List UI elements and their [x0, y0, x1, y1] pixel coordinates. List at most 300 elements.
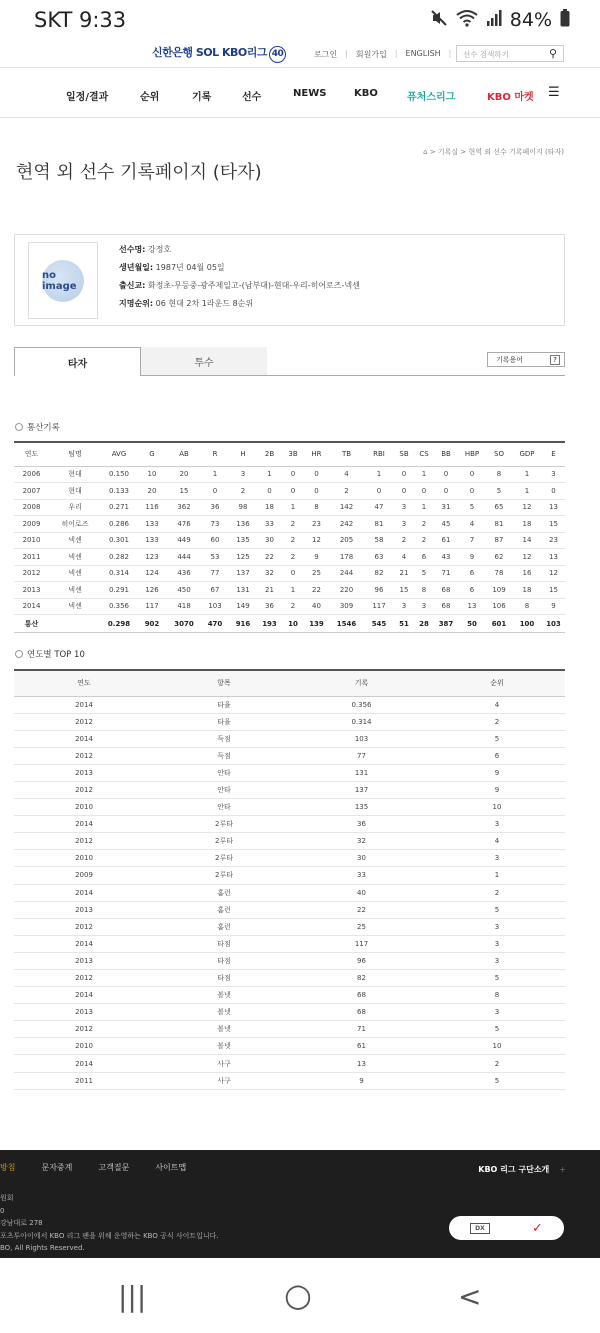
- bullet-icon: [15, 423, 23, 431]
- career-body: [14, 466, 565, 615]
- table-cell: 20: [167, 466, 201, 483]
- table-cell: 13: [542, 499, 565, 516]
- total-cell: [49, 615, 101, 633]
- table-cell: 2009: [14, 867, 154, 884]
- table-cell: 2013: [14, 764, 154, 781]
- table-cell: 볼넷: [154, 1021, 294, 1038]
- table-cell: 13: [542, 549, 565, 566]
- table-cell: 2010: [14, 532, 49, 549]
- kbo-logo[interactable]: [152, 44, 286, 63]
- table-cell: 116: [137, 499, 167, 516]
- table-cell: 0: [304, 483, 329, 500]
- column-header: 3B: [282, 442, 304, 466]
- table-row: [14, 935, 565, 952]
- table-cell: 2: [429, 884, 565, 901]
- table-cell: 10: [137, 466, 167, 483]
- table-cell: 2010: [14, 850, 154, 867]
- wifi-icon: [456, 9, 478, 32]
- table-cell: 362: [167, 499, 201, 516]
- table-cell: 40: [304, 598, 329, 615]
- footer-faq-link[interactable]: 고객질문: [98, 1163, 130, 1172]
- table-cell: 476: [167, 516, 201, 533]
- page-title: 현역 외 선수 기록페이지 (타자): [16, 162, 262, 183]
- question-icon: ?: [550, 355, 560, 365]
- table-cell: 2014: [14, 598, 49, 615]
- glossary-button[interactable]: [487, 352, 565, 367]
- total-cell: 902: [137, 615, 167, 633]
- column-header: R: [201, 442, 229, 466]
- table-cell: 2008: [14, 499, 49, 516]
- table-cell: 126: [137, 582, 167, 599]
- table-cell: 6: [458, 565, 486, 582]
- table-cell: 3: [429, 816, 565, 833]
- top10-table: [14, 669, 565, 1090]
- table-cell: 8: [512, 598, 542, 615]
- separator: |: [448, 49, 452, 58]
- back-icon[interactable]: <: [458, 1280, 482, 1313]
- battery-icon: [560, 9, 570, 32]
- table-cell: 3: [414, 598, 434, 615]
- column-header: GDP: [512, 442, 542, 466]
- tab-pitcher[interactable]: 투수: [141, 347, 267, 376]
- total-cell: 916: [229, 615, 257, 633]
- nav-standings[interactable]: 순위: [140, 92, 160, 103]
- table-cell: 418: [167, 598, 201, 615]
- breadcrumb: ⌂ > 기록실 > 현역 외 선수 기록페이지 (타자): [423, 148, 564, 156]
- table-cell: 넥센: [49, 582, 101, 599]
- table-cell: 2014: [14, 696, 154, 713]
- table-cell: 106: [486, 598, 512, 615]
- table-cell: 78: [486, 565, 512, 582]
- table-cell: 5: [429, 730, 565, 747]
- tab-underline: [267, 375, 565, 376]
- table-cell: 45: [434, 516, 458, 533]
- table-cell: 2: [394, 532, 414, 549]
- table-cell: 0: [434, 466, 458, 483]
- table-cell: 12: [542, 565, 565, 582]
- table-cell: 8: [414, 582, 434, 599]
- table-cell: 133: [137, 532, 167, 549]
- birth-label: 생년월일:: [119, 263, 154, 272]
- table-cell: 21: [394, 565, 414, 582]
- footer-line: 원회: [0, 1194, 14, 1202]
- certification-badges: [449, 1216, 564, 1240]
- table-cell: 30: [294, 850, 429, 867]
- table-cell: 444: [167, 549, 201, 566]
- table-cell: 23: [304, 516, 329, 533]
- table-cell: 1: [257, 466, 282, 483]
- table-cell: 사구: [154, 1072, 294, 1089]
- table-cell: 63: [364, 549, 394, 566]
- table-cell: 136: [229, 516, 257, 533]
- table-cell: 1: [282, 499, 304, 516]
- table-cell: 안타: [154, 781, 294, 798]
- table-row: [14, 747, 565, 764]
- table-row: [14, 466, 565, 483]
- table-cell: 9: [542, 598, 565, 615]
- table-cell: 20: [137, 483, 167, 500]
- column-header: 기록: [294, 670, 429, 696]
- table-cell: 0.314: [294, 713, 429, 730]
- table-cell: 137: [229, 565, 257, 582]
- status-icons: [430, 9, 570, 32]
- table-cell: 25: [294, 918, 429, 935]
- table-cell: 홈런: [154, 918, 294, 935]
- table-cell: 3: [429, 918, 565, 935]
- table-cell: 1: [201, 466, 229, 483]
- mute-icon: [430, 9, 448, 32]
- table-cell: 32: [257, 565, 282, 582]
- table-cell: 65: [486, 499, 512, 516]
- recent-apps-icon[interactable]: |||: [118, 1280, 147, 1313]
- table-cell: 홈런: [154, 884, 294, 901]
- footer-links: [0, 1162, 186, 1173]
- career-table: [14, 441, 565, 633]
- table-cell: 3: [429, 1004, 565, 1021]
- table-cell: 9: [429, 764, 565, 781]
- table-cell: 2014: [14, 987, 154, 1004]
- table-cell: 사구: [154, 1055, 294, 1072]
- table-cell: 25: [304, 565, 329, 582]
- table-cell: 220: [329, 582, 364, 599]
- logo-text: 신한은행 SOL KBO리그: [152, 46, 267, 59]
- total-cell: 139: [304, 615, 329, 633]
- table-cell: 30: [257, 532, 282, 549]
- table-cell: 135: [229, 532, 257, 549]
- table-cell: 볼넷: [154, 987, 294, 1004]
- table-cell: 18: [512, 516, 542, 533]
- table-cell: 103: [201, 598, 229, 615]
- table-cell: 4: [394, 549, 414, 566]
- signup-link[interactable]: 회원가입: [355, 50, 387, 59]
- table-row: [14, 1055, 565, 1072]
- table-cell: 0.271: [101, 499, 137, 516]
- total-cell: 통산: [14, 615, 49, 633]
- table-cell: 2014: [14, 935, 154, 952]
- table-cell: 2010: [14, 1038, 154, 1055]
- table-cell: 안타: [154, 764, 294, 781]
- table-cell: 125: [229, 549, 257, 566]
- dx-badge-icon: DX: [470, 1223, 490, 1234]
- table-cell: 3: [542, 466, 565, 483]
- nav-players[interactable]: 선수: [242, 92, 262, 103]
- top10-header-row: [14, 670, 565, 696]
- nav-schedule[interactable]: 일정/결과: [66, 92, 109, 103]
- table-cell: 10: [429, 799, 565, 816]
- bullet-icon: [15, 650, 23, 658]
- table-cell: 61: [434, 532, 458, 549]
- table-cell: 5: [429, 1072, 565, 1089]
- table-cell: 135: [294, 799, 429, 816]
- table-cell: 77: [201, 565, 229, 582]
- table-cell: 0.282: [101, 549, 137, 566]
- menu-icon[interactable]: ☰: [548, 85, 560, 100]
- table-cell: 2013: [14, 952, 154, 969]
- table-cell: 2009: [14, 516, 49, 533]
- table-cell: 81: [486, 516, 512, 533]
- table-cell: 2010: [14, 799, 154, 816]
- player-school-row: [119, 277, 360, 295]
- footer-sms-link[interactable]: 문자중계: [41, 1163, 73, 1172]
- table-cell: 0.356: [101, 598, 137, 615]
- table-cell: 4: [458, 516, 486, 533]
- carrier-time: [34, 8, 126, 32]
- column-header: TB: [329, 442, 364, 466]
- table-cell: 0: [414, 483, 434, 500]
- table-cell: 2011: [14, 1072, 154, 1089]
- table-cell: 117: [364, 598, 394, 615]
- table-cell: 1: [282, 582, 304, 599]
- table-cell: 62: [486, 549, 512, 566]
- login-link[interactable]: 로그인: [314, 50, 338, 59]
- table-cell: 3: [229, 466, 257, 483]
- table-cell: 123: [137, 549, 167, 566]
- table-cell: 7: [458, 532, 486, 549]
- table-cell: 1: [512, 466, 542, 483]
- search-icon[interactable]: ⚲: [548, 47, 557, 60]
- table-cell: 득점: [154, 730, 294, 747]
- home-icon[interactable]: ○: [284, 1276, 312, 1314]
- android-navbar: [0, 1258, 600, 1333]
- club-intro-label: KBO 리그 구단소개: [478, 1165, 550, 1174]
- table-cell: 5: [429, 1021, 565, 1038]
- table-row: [14, 696, 565, 713]
- nav-market[interactable]: KBO 마켓: [487, 92, 534, 103]
- table-cell: 53: [201, 549, 229, 566]
- player-birth-row: [119, 259, 360, 277]
- table-cell: 볼넷: [154, 1004, 294, 1021]
- table-cell: 0: [201, 483, 229, 500]
- table-cell: 0.291: [101, 582, 137, 599]
- table-cell: 124: [137, 565, 167, 582]
- top-utility-bar: [0, 40, 600, 68]
- table-cell: 2012: [14, 970, 154, 987]
- table-cell: 98: [229, 499, 257, 516]
- table-cell: 12: [304, 532, 329, 549]
- table-cell: 2012: [14, 833, 154, 850]
- table-cell: 96: [294, 952, 429, 969]
- column-header: 2B: [257, 442, 282, 466]
- nav-kbo[interactable]: KBO: [354, 88, 378, 99]
- total-cell: 387: [434, 615, 458, 633]
- club-intro-link[interactable]: [478, 1164, 566, 1175]
- table-cell: 309: [329, 598, 364, 615]
- table-cell: 9: [294, 1072, 429, 1089]
- table-cell: 15: [542, 582, 565, 599]
- table-cell: 넥센: [49, 598, 101, 615]
- total-cell: 1546: [329, 615, 364, 633]
- table-cell: 안타: [154, 799, 294, 816]
- table-cell: 0: [394, 466, 414, 483]
- table-cell: 18: [512, 582, 542, 599]
- table-row: [14, 850, 565, 867]
- table-cell: 0: [434, 483, 458, 500]
- table-cell: 31: [434, 499, 458, 516]
- table-row: [14, 598, 565, 615]
- player-draft: 06 현대 2차 1라운드 8순위: [155, 299, 254, 308]
- name-label: 선수명:: [119, 245, 146, 254]
- table-cell: 71: [294, 1021, 429, 1038]
- total-cell: 100: [512, 615, 542, 633]
- table-cell: 22: [304, 582, 329, 599]
- column-header: HR: [304, 442, 329, 466]
- footer-sitemap-link[interactable]: 사이트맵: [155, 1163, 187, 1172]
- table-cell: 61: [294, 1038, 429, 1055]
- table-cell: 15: [394, 582, 414, 599]
- table-cell: 60: [201, 532, 229, 549]
- table-cell: 2: [282, 549, 304, 566]
- table-cell: 타점: [154, 935, 294, 952]
- table-cell: 68: [294, 987, 429, 1004]
- main-nav: [0, 68, 600, 118]
- column-header: 순위: [429, 670, 565, 696]
- player-name: 강정호: [147, 245, 172, 254]
- table-cell: 2: [329, 483, 364, 500]
- table-cell: 히어로즈: [49, 516, 101, 533]
- table-cell: 22: [257, 549, 282, 566]
- school-label: 출신교:: [119, 281, 146, 290]
- table-cell: 2007: [14, 483, 49, 500]
- table-cell: 68: [294, 1004, 429, 1021]
- table-row: [14, 713, 565, 730]
- table-row: [14, 901, 565, 918]
- table-cell: 3: [429, 952, 565, 969]
- nav-news[interactable]: NEWS: [293, 88, 327, 99]
- table-cell: 0.286: [101, 516, 137, 533]
- table-cell: 450: [167, 582, 201, 599]
- column-header: SB: [394, 442, 414, 466]
- table-cell: 1: [414, 499, 434, 516]
- table-cell: 3: [429, 850, 565, 867]
- table-cell: 5: [429, 970, 565, 987]
- table-cell: 43: [434, 549, 458, 566]
- column-header: 연도: [14, 670, 154, 696]
- table-row: [14, 833, 565, 850]
- table-cell: 넥센: [49, 549, 101, 566]
- column-header: BB: [434, 442, 458, 466]
- table-cell: 82: [294, 970, 429, 987]
- table-cell: 0: [304, 466, 329, 483]
- table-cell: 9: [429, 781, 565, 798]
- table-cell: 2013: [14, 582, 49, 599]
- table-cell: 137: [294, 781, 429, 798]
- table-cell: 2: [429, 713, 565, 730]
- table-cell: 넥센: [49, 565, 101, 582]
- top-links: [314, 49, 451, 60]
- table-cell: 2014: [14, 1055, 154, 1072]
- total-cell: 0.298: [101, 615, 137, 633]
- table-row: [14, 582, 565, 599]
- table-cell: 67: [201, 582, 229, 599]
- table-cell: 2012: [14, 713, 154, 730]
- career-total-row: [14, 615, 565, 633]
- table-cell: 2루타: [154, 850, 294, 867]
- table-row: [14, 952, 565, 969]
- plus-icon: +: [559, 1165, 566, 1174]
- table-cell: 22: [294, 901, 429, 918]
- total-cell: 50: [458, 615, 486, 633]
- table-cell: 2014: [14, 730, 154, 747]
- table-cell: 3: [394, 598, 414, 615]
- table-row: [14, 884, 565, 901]
- search-placeholder: 선수 검색하기: [463, 50, 509, 59]
- player-search-input[interactable]: [456, 45, 564, 62]
- signal-icon: [486, 9, 502, 31]
- table-cell: 현대: [49, 483, 101, 500]
- table-cell: 71: [434, 565, 458, 582]
- table-cell: 3: [394, 516, 414, 533]
- table-cell: 5: [486, 483, 512, 500]
- table-cell: 21: [257, 582, 282, 599]
- no-image-text: no image: [42, 269, 77, 292]
- tab-batter[interactable]: 타자: [14, 347, 141, 376]
- table-cell: 23: [542, 532, 565, 549]
- total-cell: 28: [414, 615, 434, 633]
- table-cell: 13: [294, 1055, 429, 1072]
- table-cell: 6: [429, 747, 565, 764]
- table-cell: 9: [304, 549, 329, 566]
- table-cell: 131: [294, 764, 429, 781]
- footer-privacy-link[interactable]: 방침: [0, 1163, 16, 1172]
- table-cell: 13: [458, 598, 486, 615]
- total-cell: 103: [542, 615, 565, 633]
- table-row: [14, 799, 565, 816]
- footer: [0, 1150, 600, 1258]
- carrier: SKT: [34, 8, 73, 32]
- table-cell: 40: [294, 884, 429, 901]
- footer-line: 포츠투아이에서 KBO 리그 팬을 위해 운영하는 KBO 공식 사이트입니다.: [0, 1231, 219, 1240]
- table-cell: 타점: [154, 970, 294, 987]
- table-row: [14, 764, 565, 781]
- table-cell: 0.356: [294, 696, 429, 713]
- table-cell: 436: [167, 565, 201, 582]
- top10-section-title: [15, 648, 85, 660]
- table-cell: 홈런: [154, 901, 294, 918]
- column-header: 항목: [154, 670, 294, 696]
- table-cell: 16: [512, 565, 542, 582]
- career-header-row: [14, 442, 565, 466]
- career-title: 통산기록: [27, 423, 60, 433]
- table-cell: 87: [486, 532, 512, 549]
- player-profile: [14, 234, 565, 326]
- no-image-icon: [42, 260, 84, 302]
- total-cell: 51: [394, 615, 414, 633]
- table-cell: 6: [414, 549, 434, 566]
- table-cell: 81: [364, 516, 394, 533]
- table-cell: 33: [257, 516, 282, 533]
- table-cell: 2루타: [154, 833, 294, 850]
- table-cell: 82: [364, 565, 394, 582]
- nav-records[interactable]: 기록: [192, 92, 212, 103]
- table-cell: 133: [137, 516, 167, 533]
- table-row: [14, 987, 565, 1004]
- table-cell: 4: [429, 696, 565, 713]
- table-cell: 0: [282, 483, 304, 500]
- table-cell: 1: [512, 483, 542, 500]
- table-cell: 15: [167, 483, 201, 500]
- draft-label: 지명순위:: [119, 299, 154, 308]
- table-cell: 3: [429, 935, 565, 952]
- table-cell: 2014: [14, 884, 154, 901]
- column-header: 팀명: [49, 442, 101, 466]
- table-cell: 142: [329, 499, 364, 516]
- table-cell: 1: [414, 466, 434, 483]
- nav-futures[interactable]: 퓨처스리그: [407, 92, 456, 103]
- english-link[interactable]: ENGLISH: [405, 49, 441, 58]
- column-header: CS: [414, 442, 434, 466]
- table-cell: 2: [429, 1055, 565, 1072]
- table-cell: 2006: [14, 466, 49, 483]
